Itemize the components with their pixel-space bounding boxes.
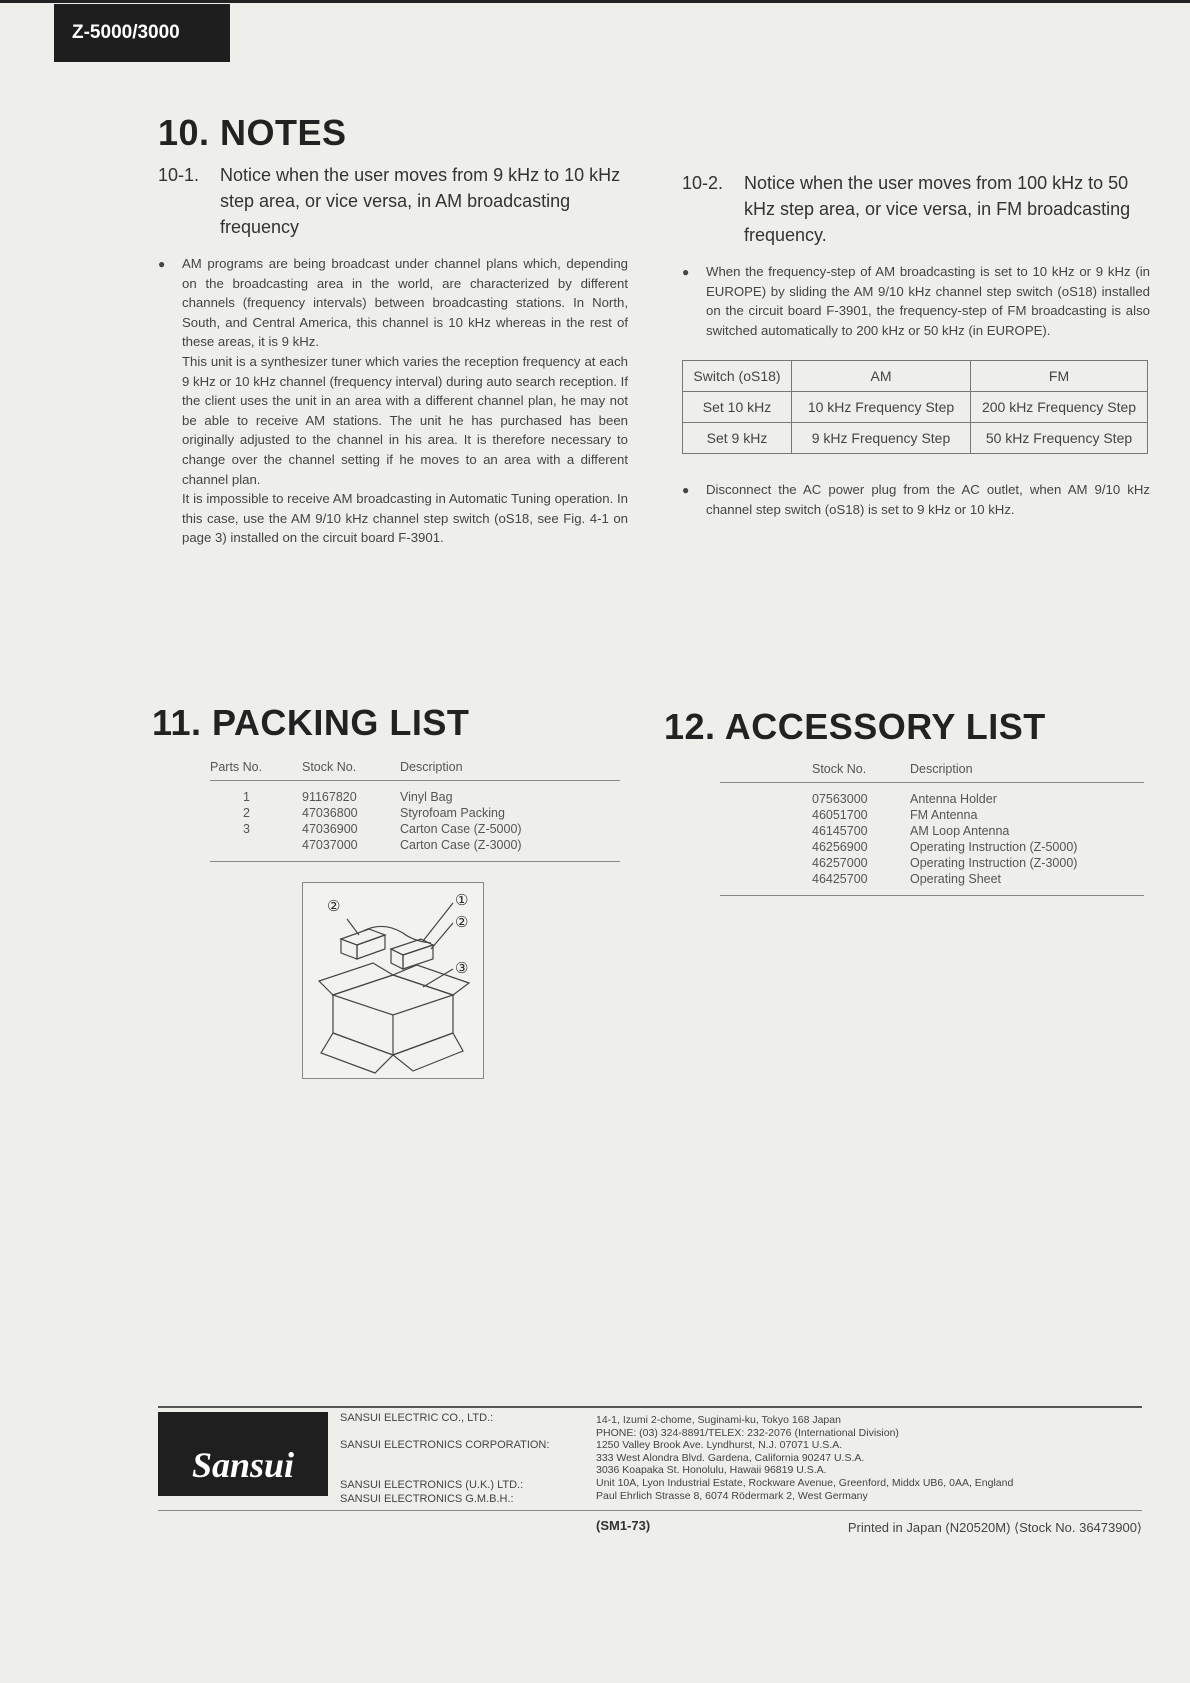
accessory-row	[812, 855, 1144, 871]
notes-10-2-heading-text: Notice when the user moves from 100 kHz to 50 kHz step area, or vice versa, in FM broadcasting frequency.	[744, 173, 1131, 245]
accessory-stock-no: 46256900	[812, 840, 868, 854]
notes-10-1-para-1: AM programs are being broadcast under channel plans which, depending on the broadcasting area in the world, are characterized by different channels (frequency intervals) between broadcasting stations. In North, South, and Central America, this channel is 10 kHz whereas in the rest of these areas, it is 9 kHz.	[182, 256, 628, 350]
notes-10-1-para-3: It is impossible to receive AM broadcasting in Automatic Tuning operation. In this case, use the AM 9/10 kHz channel step switch (oS18, see Fig. 4-1 on page 3) installed on the circuit board F-3901.	[182, 491, 628, 546]
accessory-row	[812, 823, 1144, 839]
accessory-description: FM Antenna	[910, 808, 978, 822]
notes-10-1-para-2: This unit is a synthesizer tuner which varies the reception frequency at each 9 kHz or 10 kHz channel (frequency interval) during auto search reception. If the client uses the unit in an area with a different channel plan, he may not be able to receive AM stations. The unit he has purchased has been originally adjusted to the channel in his area. It is therefore necessary to change over the channel setting if he moves to an area with a different channel plan.	[182, 353, 628, 487]
switch-table	[682, 360, 1148, 454]
company-name: SANSUI ELECTRIC CO., LTD.:	[340, 1412, 494, 1424]
packing-description: Styrofoam Packing	[400, 806, 505, 820]
address-line: 1250 Valley Brook Ave. Lyndhurst, N.J. 07071 U.S.A.	[596, 1439, 843, 1452]
switch-table-cell: 9 kHz Frequency Step	[792, 423, 971, 454]
accessory-stock-no: 07563000	[812, 792, 868, 806]
address-line: Unit 10A, Lyon Industrial Estate, Rockware Avenue, Greenford, Middx UB6, 0AA, England	[596, 1476, 1014, 1489]
switch-table-header-cell: Switch (oS18)	[683, 361, 792, 392]
packing-row	[210, 837, 620, 853]
packing-stock-no: 47036900	[302, 822, 358, 836]
footer-addresses	[596, 1414, 1146, 1502]
accessory-row	[812, 791, 1144, 807]
switch-table-row	[683, 423, 1148, 454]
footer-top-rule	[158, 1406, 1142, 1408]
callout-2-left: ②	[327, 898, 341, 915]
packing-header-stock: Stock No.	[302, 760, 357, 774]
company-name: SANSUI ELECTRONICS (U.K.) LTD.:	[340, 1479, 524, 1491]
accessory-stock-no: 46257000	[812, 856, 868, 870]
notes-10-1-heading	[158, 162, 628, 240]
packing-header-parts: Parts No.	[210, 760, 263, 774]
accessory-description: Operating Sheet	[910, 872, 1002, 886]
packing-description: Vinyl Bag	[400, 790, 453, 804]
packing-parts-no: 1	[243, 790, 250, 804]
address-line: 333 West Alondra Blvd. Gardena, California 90247 U.S.A.	[596, 1451, 865, 1464]
notes-left-column	[158, 162, 628, 548]
packing-row	[210, 805, 620, 821]
address-line: 3036 Koapaka St. Honolulu, Hawaii 96819 U.S.A.	[596, 1464, 827, 1477]
switch-table-cell: 200 kHz Frequency Step	[971, 392, 1148, 423]
switch-table-cell: Set 10 kHz	[683, 392, 792, 423]
switch-table-header-cell: FM	[971, 361, 1148, 392]
top-rule	[0, 0, 1190, 3]
accessory-row	[812, 839, 1144, 855]
packing-list-header	[210, 760, 620, 781]
notes-10-1-number: 10-1.	[158, 165, 200, 185]
accessory-list-rule	[720, 895, 1144, 896]
notes-10-2-para-1: When the frequency-step of AM broadcasting is set to 10 kHz or 9 kHz (in EUROPE) by sliding the AM 9/10 kHz channel step switch (oS18) installed on the circuit board F-3901, the frequency-step of FM broadcasting is also switched automatically to 200 kHz or 50 kHz (in EUROPE).	[706, 264, 1150, 338]
accessory-list-header	[720, 762, 1144, 783]
accessory-description: Operating Instruction (Z-5000)	[910, 840, 1078, 854]
accessory-row	[812, 871, 1144, 887]
bullet-icon: ●	[682, 483, 690, 498]
packing-illustration	[302, 882, 484, 1079]
bullet-icon: ●	[158, 257, 166, 271]
switch-table-cell: 50 kHz Frequency Step	[971, 423, 1148, 454]
packing-row	[210, 821, 620, 837]
company-name: SANSUI ELECTRONICS G.M.B.H.:	[340, 1492, 514, 1505]
model-tag: Z-5000/3000	[54, 4, 230, 62]
accessory-title: 12. ACCESSORY LIST	[664, 706, 1046, 747]
packing-title: 11. PACKING LIST	[152, 702, 470, 743]
accessory-description: AM Loop Antenna	[910, 824, 1010, 838]
packing-row	[210, 789, 620, 805]
notes-10-2-body-2	[682, 480, 1150, 519]
accessory-description: Operating Instruction (Z-3000)	[910, 856, 1078, 870]
notes-10-2-heading	[682, 170, 1150, 248]
switch-table-header	[683, 361, 1148, 392]
switch-table-cell: 10 kHz Frequency Step	[792, 392, 971, 423]
accessory-row	[812, 807, 1144, 823]
sansui-logo: Sansui	[158, 1412, 328, 1496]
accessory-list	[720, 762, 1144, 896]
printed-line: Printed in Japan (N20520M) ⟨Stock No. 36473900⟩	[847, 1520, 1142, 1535]
packing-stock-no: 47037000	[302, 838, 358, 852]
notes-10-1-body	[158, 254, 628, 548]
notes-10-2-para-2: Disconnect the AC power plug from the AC outlet, when AM 9/10 kHz channel step switch (oS18) is set to 9 kHz or 10 kHz.	[706, 482, 1150, 517]
packing-description: Carton Case (Z-3000)	[400, 838, 522, 852]
company-name: SANSUI ELECTRONICS CORPORATION:	[340, 1439, 550, 1451]
packing-parts-no: 2	[243, 806, 250, 820]
page-code: (SM1-73)	[596, 1518, 651, 1533]
switch-table-cell: Set 9 kHz	[683, 423, 792, 454]
packing-stock-no: 91167820	[302, 790, 357, 804]
packing-stock-no: 47036800	[302, 806, 358, 820]
packing-parts-no: 3	[243, 822, 250, 836]
packing-parts-no	[210, 837, 302, 853]
footer-companies	[340, 1412, 580, 1506]
bullet-icon: ●	[682, 265, 690, 279]
address-line: PHONE: (03) 324-8891/TELEX: 232-2076 (International Division)	[596, 1426, 899, 1439]
notes-10-2-body	[682, 262, 1150, 340]
accessory-header-desc: Description	[910, 762, 973, 776]
callout-2-right: ②	[455, 914, 469, 931]
packing-header-desc: Description	[400, 760, 463, 774]
accessory-stock-no: 46145700	[812, 824, 868, 838]
accessory-header-stock: Stock No.	[812, 762, 867, 776]
address-line: 14-1, Izumi 2-chome, Suginami-ku, Tokyo 168 Japan	[596, 1414, 841, 1426]
switch-table-header-cell: AM	[792, 361, 971, 392]
notes-right-column	[682, 170, 1150, 520]
notes-title: 10. NOTES	[158, 112, 347, 153]
packing-list	[210, 760, 620, 862]
packing-list-rule	[210, 861, 620, 862]
notes-10-1-heading-text: Notice when the user moves from 9 kHz to 10 kHz step area, or vice versa, in AM broadcasting frequency	[220, 165, 621, 237]
switch-table-row	[683, 392, 1148, 423]
accessory-stock-no: 46051700	[812, 808, 868, 822]
callout-3: ③	[455, 960, 469, 977]
notes-10-2-number: 10-2.	[682, 173, 724, 193]
callout-1: ①	[455, 892, 469, 909]
accessory-stock-no: 46425700	[812, 872, 868, 886]
footer-bottom-rule	[158, 1510, 1142, 1511]
accessory-description: Antenna Holder	[910, 792, 997, 806]
address-line: Paul Ehrlich Strasse 8, 6074 Rödermark 2, West Germany	[596, 1489, 868, 1502]
packing-description: Carton Case (Z-5000)	[400, 822, 522, 836]
